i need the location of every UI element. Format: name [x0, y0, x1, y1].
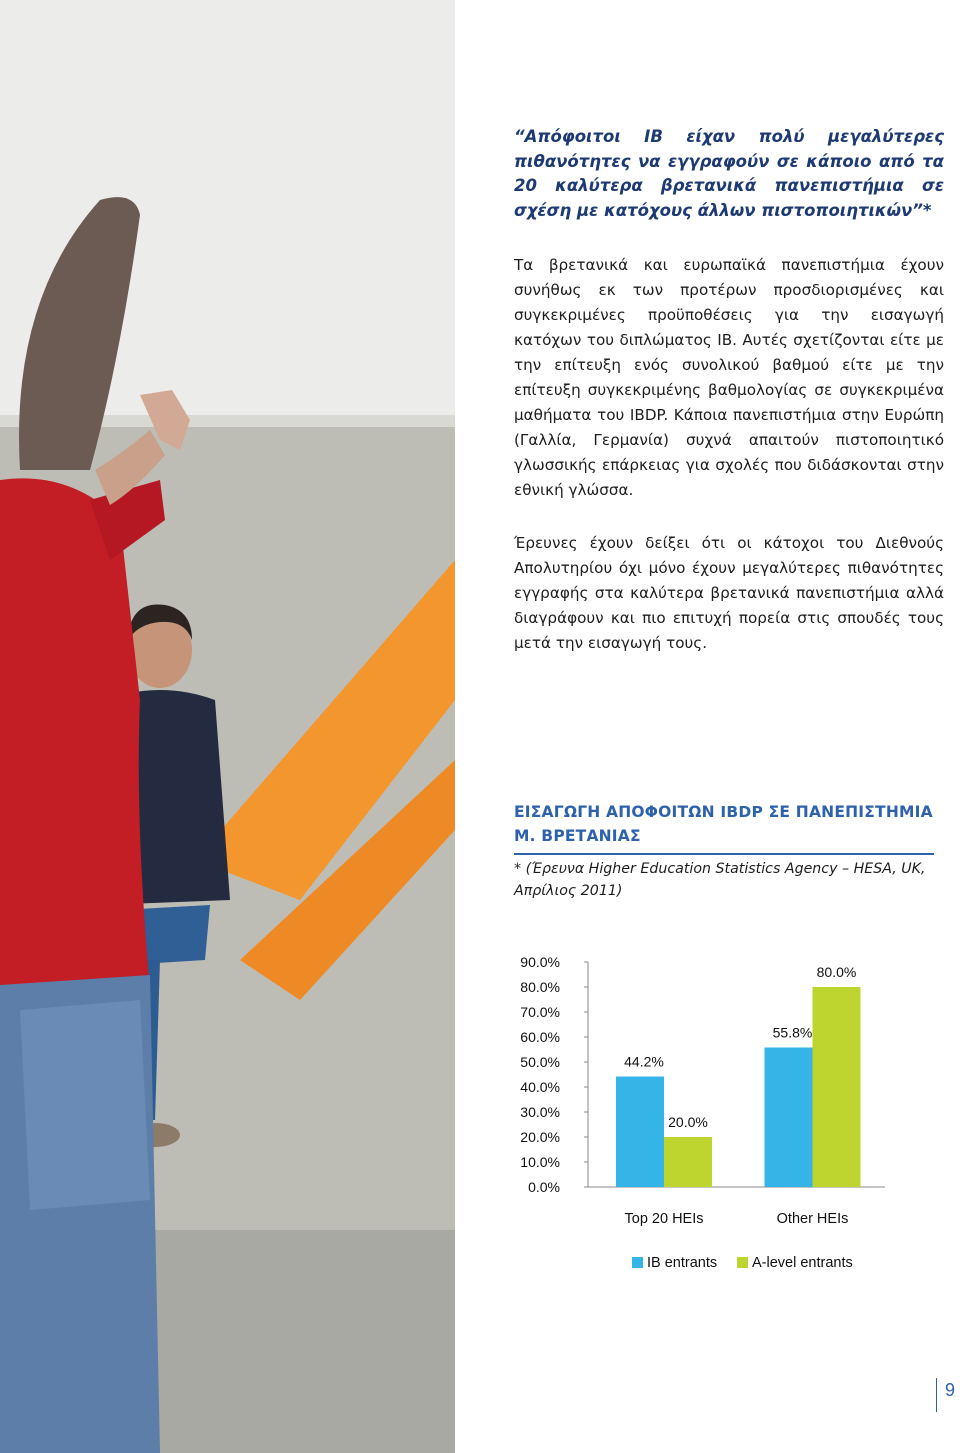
- page-number-rule: [936, 1378, 937, 1412]
- legend-swatch: [632, 1257, 643, 1268]
- x-category-label: Top 20 HEIs: [624, 1211, 704, 1227]
- paragraph-research-findings: Έρευνες έχουν δείξει ότι οι κάτοχοι του Διεθνούς Απολυτηρίου όχι μόνο έχουν μεγαλύτερες πιθανότητες εγγραφής στα καλύτερα βρετανικά πανεπιστήμια αλλά διαγράφουν και πιο επιτυχή πορεία στις σπουδές τους μετά την εισαγωγή τους.: [514, 534, 944, 652]
- legend-label: IB entrants: [647, 1255, 718, 1271]
- y-tick-label: 30.0%: [520, 1104, 560, 1120]
- chart-source-note: * (Έρευνα Higher Education Statistics Agency – HESA, UK, Απρίλιος 2011): [514, 861, 926, 899]
- bar: [813, 987, 861, 1187]
- x-category-label: Other HEIs: [776, 1211, 849, 1227]
- data-label: 55.8%: [772, 1024, 813, 1041]
- chart-heading: ΕΙΣΑΓΩΓΗ ΑΠΟΦΟΙΤΩΝ IBDP ΣΕ ΠΑΝΕΠΙΣΤΗΜΙΑ Μ. ΒΡΕΤΑΝΙΑΣ: [514, 803, 933, 845]
- legend-swatch: [737, 1257, 748, 1268]
- bar: [765, 1048, 813, 1188]
- y-tick-label: 40.0%: [520, 1079, 560, 1095]
- data-label: 80.0%: [816, 964, 857, 980]
- classroom-photo-illustration: [0, 0, 455, 1453]
- paragraph-admission-requirements: Τα βρετανικά και ευρωπαϊκά πανεπιστήμια έχουν συνήθως εκ των προτέρων προσδιορισμένες και συγκεκριμένες προϋποθέσεις για την εισαγωγή κατόχων του διπλώματος IB. Αυτές σχετίζονται είτε με την επίτευξη ενός συνολικού βαθμού είτε με την επίτευξη συγκεκριμένης βαθμολογίας σε συγκεκριμένα μαθήματα του IBDP. Κάποια πανεπιστήμια στην Ευρώπη (Γαλλία, Γερμανία) συχνά απαιτούν πιστοποιητικό γλωσσικής επάρκειας για σχολές που διδάσκονται στην εθνική γλώσσα.: [514, 256, 944, 499]
- y-tick-label: 0.0%: [528, 1179, 560, 1195]
- pull-quote: “Απόφοιτοι IB είχαν πολύ μεγαλύτερες πιθανότητες να εγγραφούν σε κάποιο από τα 20 καλύτερα βρετανικά πανεπιστήμια σε σχέση με κατόχους άλλων πιστοποιητικών”*: [514, 127, 944, 220]
- data-label: 20.0%: [668, 1114, 708, 1130]
- y-tick-label: 70.0%: [520, 1004, 560, 1020]
- bar: [616, 1077, 664, 1188]
- y-tick-label: 10.0%: [520, 1154, 560, 1170]
- page-number: 9: [945, 1380, 956, 1400]
- bar-chart: [505, 940, 945, 1285]
- data-label: 44.2%: [624, 1053, 664, 1070]
- heading-rule: [514, 853, 934, 855]
- y-tick-label: 20.0%: [520, 1129, 560, 1145]
- y-tick-label: 80.0%: [520, 979, 560, 995]
- legend-label: A-level entrants: [752, 1255, 853, 1271]
- photo-divider: [455, 0, 470, 1453]
- y-tick-label: 90.0%: [520, 954, 560, 970]
- y-tick-label: 60.0%: [520, 1029, 560, 1045]
- classroom-photo: [0, 0, 455, 1453]
- bar: [664, 1137, 712, 1187]
- y-tick-label: 50.0%: [520, 1054, 560, 1070]
